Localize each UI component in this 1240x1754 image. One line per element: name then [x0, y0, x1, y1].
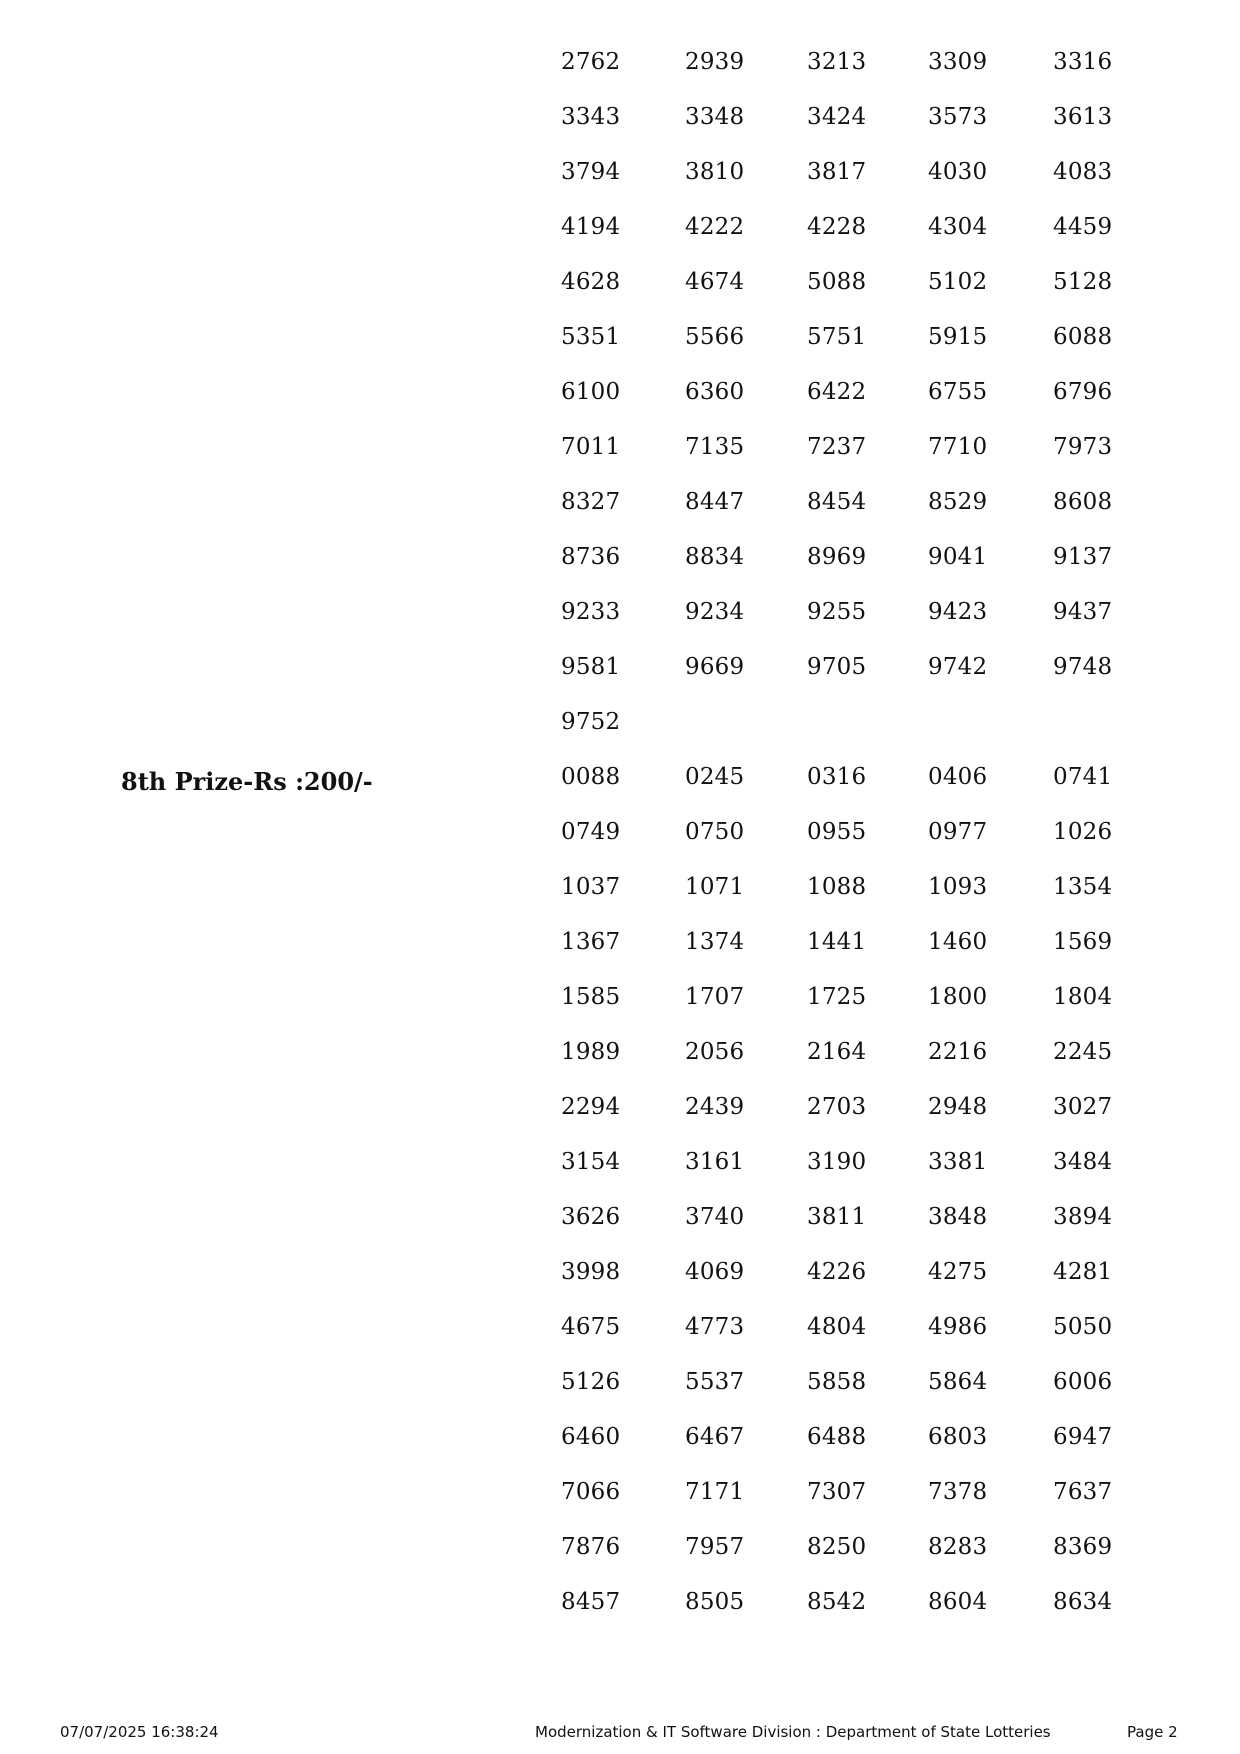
eighth-prize-number: 0977	[928, 819, 988, 845]
eighth-prize-number: 2245	[1053, 1039, 1113, 1065]
eighth-prize-number: 7876	[561, 1534, 621, 1560]
continued-prize-number: 9705	[807, 654, 867, 680]
eighth-prize-number: 4281	[1053, 1259, 1113, 1285]
eighth-prize-number: 8634	[1053, 1589, 1113, 1615]
eighth-prize-number: 8505	[685, 1589, 745, 1615]
continued-prize-number: 3613	[1053, 104, 1113, 130]
continued-prize-number: 5128	[1053, 269, 1113, 295]
continued-prize-number: 8736	[561, 544, 621, 570]
eighth-prize-number: 0245	[685, 764, 745, 790]
eighth-prize-number: 1037	[561, 874, 621, 900]
eighth-prize-number: 1725	[807, 984, 867, 1010]
eighth-prize-number: 1071	[685, 874, 745, 900]
eighth-prize-number: 4275	[928, 1259, 988, 1285]
eighth-prize-number: 6467	[685, 1424, 745, 1450]
eighth-prize-number: 1460	[928, 929, 988, 955]
eighth-prize-number: 8283	[928, 1534, 988, 1560]
continued-prize-number: 9233	[561, 599, 621, 625]
continued-prize-number: 3424	[807, 104, 867, 130]
eighth-prize-number: 3848	[928, 1204, 988, 1230]
eighth-prize-number: 1026	[1053, 819, 1113, 845]
eighth-prize-number: 3998	[561, 1259, 621, 1285]
eighth-prize-number: 6460	[561, 1424, 621, 1450]
eighth-prize-number: 1441	[807, 929, 867, 955]
continued-prize-number: 6422	[807, 379, 867, 405]
eighth-prize-number: 2294	[561, 1094, 621, 1120]
eighth-prize-number: 5537	[685, 1369, 745, 1395]
eighth-prize-number: 1093	[928, 874, 988, 900]
eighth-prize-number: 8250	[807, 1534, 867, 1560]
eighth-prize-number: 3027	[1053, 1094, 1113, 1120]
continued-prize-number: 6088	[1053, 324, 1113, 350]
eighth-prize-number: 2216	[928, 1039, 988, 1065]
continued-prize-number: 6360	[685, 379, 745, 405]
continued-prize-number: 4083	[1053, 159, 1113, 185]
continued-prize-number: 9234	[685, 599, 745, 625]
eighth-prize-number: 1800	[928, 984, 988, 1010]
continued-prize-number: 3348	[685, 104, 745, 130]
footer-timestamp: 07/07/2025 16:38:24	[60, 1723, 219, 1741]
eighth-prize-number: 1585	[561, 984, 621, 1010]
continued-prize-number: 8608	[1053, 489, 1113, 515]
eighth-prize-number: 0316	[807, 764, 867, 790]
eighth-prize-number: 5126	[561, 1369, 621, 1395]
continued-prize-number: 4459	[1053, 214, 1113, 240]
eighth-prize-number: 3154	[561, 1149, 621, 1175]
eighth-prize-number: 1707	[685, 984, 745, 1010]
eighth-prize-number: 1569	[1053, 929, 1113, 955]
continued-prize-number: 6796	[1053, 379, 1113, 405]
continued-prize-number: 9137	[1053, 544, 1113, 570]
continued-prize-number: 4030	[928, 159, 988, 185]
continued-prize-number: 8529	[928, 489, 988, 515]
eighth-prize-number: 0406	[928, 764, 988, 790]
continued-prize-number: 9255	[807, 599, 867, 625]
eighth-prize-number: 1989	[561, 1039, 621, 1065]
eighth-prize-number: 5858	[807, 1369, 867, 1395]
continued-prize-number: 4194	[561, 214, 621, 240]
eighth-prize-number: 4804	[807, 1314, 867, 1340]
continued-prize-number: 8327	[561, 489, 621, 515]
eighth-prize-number: 4069	[685, 1259, 745, 1285]
eighth-prize-number: 0750	[685, 819, 745, 845]
eighth-prize-number: 7378	[928, 1479, 988, 1505]
eighth-prize-number: 6947	[1053, 1424, 1113, 1450]
eighth-prize-number: 1088	[807, 874, 867, 900]
footer-division: Modernization & IT Software Division : Department of State Lotteries	[535, 1723, 1051, 1741]
eighth-prize-number: 6006	[1053, 1369, 1113, 1395]
eighth-prize-number: 0741	[1053, 764, 1113, 790]
eighth-prize-number: 3740	[685, 1204, 745, 1230]
continued-prize-number: 5751	[807, 324, 867, 350]
continued-prize-number: 2939	[685, 49, 745, 75]
eighth-prize-number: 3484	[1053, 1149, 1113, 1175]
eighth-prize-number: 5864	[928, 1369, 988, 1395]
eighth-prize-number: 2164	[807, 1039, 867, 1065]
eighth-prize-number: 1374	[685, 929, 745, 955]
continued-prize-number: 9669	[685, 654, 745, 680]
continued-prize-number: 4228	[807, 214, 867, 240]
eighth-prize-number: 1804	[1053, 984, 1113, 1010]
eighth-prize-number: 0955	[807, 819, 867, 845]
eighth-prize-number: 2056	[685, 1039, 745, 1065]
continued-prize-number: 5088	[807, 269, 867, 295]
continued-prize-number: 3817	[807, 159, 867, 185]
eighth-prize-number: 3190	[807, 1149, 867, 1175]
eighth-prize-number: 8542	[807, 1589, 867, 1615]
continued-prize-number: 9041	[928, 544, 988, 570]
eighth-prize-number: 3811	[807, 1204, 867, 1230]
eighth-prize-number: 2439	[685, 1094, 745, 1120]
continued-prize-number: 5351	[561, 324, 621, 350]
continued-prize-number: 8447	[685, 489, 745, 515]
continued-prize-number: 9423	[928, 599, 988, 625]
eighth-prize-label: 8th Prize-Rs :200/-	[121, 767, 373, 796]
continued-prize-number: 6100	[561, 379, 621, 405]
continued-prize-number: 4304	[928, 214, 988, 240]
continued-prize-number: 3794	[561, 159, 621, 185]
eighth-prize-number: 7171	[685, 1479, 745, 1505]
eighth-prize-number: 7637	[1053, 1479, 1113, 1505]
continued-prize-number: 5102	[928, 269, 988, 295]
continued-prize-number: 4628	[561, 269, 621, 295]
continued-prize-number: 9742	[928, 654, 988, 680]
eighth-prize-number: 4986	[928, 1314, 988, 1340]
continued-prize-number: 7973	[1053, 434, 1113, 460]
continued-prize-number: 4222	[685, 214, 745, 240]
eighth-prize-number: 3161	[685, 1149, 745, 1175]
continued-prize-number: 3213	[807, 49, 867, 75]
eighth-prize-number: 3626	[561, 1204, 621, 1230]
eighth-prize-number: 0088	[561, 764, 621, 790]
eighth-prize-number: 8604	[928, 1589, 988, 1615]
continued-prize-number: 3316	[1053, 49, 1113, 75]
eighth-prize-number: 4773	[685, 1314, 745, 1340]
continued-prize-number: 8834	[685, 544, 745, 570]
continued-prize-number: 3343	[561, 104, 621, 130]
eighth-prize-number: 6488	[807, 1424, 867, 1450]
continued-prize-number: 7710	[928, 434, 988, 460]
continued-prize-number: 8454	[807, 489, 867, 515]
eighth-prize-number: 8457	[561, 1589, 621, 1615]
continued-prize-number: 2762	[561, 49, 621, 75]
eighth-prize-number: 0749	[561, 819, 621, 845]
eighth-prize-number: 7957	[685, 1534, 745, 1560]
eighth-prize-number: 7066	[561, 1479, 621, 1505]
continued-prize-number: 7237	[807, 434, 867, 460]
continued-prize-number: 9748	[1053, 654, 1113, 680]
eighth-prize-number: 1367	[561, 929, 621, 955]
continued-prize-number: 6755	[928, 379, 988, 405]
eighth-prize-number: 8369	[1053, 1534, 1113, 1560]
continued-prize-number: 3573	[928, 104, 988, 130]
eighth-prize-number: 3381	[928, 1149, 988, 1175]
eighth-prize-number: 6803	[928, 1424, 988, 1450]
footer-page-number: Page 2	[1127, 1723, 1178, 1741]
continued-prize-number: 9752	[561, 709, 621, 735]
continued-prize-number: 8969	[807, 544, 867, 570]
continued-prize-number: 5915	[928, 324, 988, 350]
eighth-prize-number: 2703	[807, 1094, 867, 1120]
eighth-prize-number: 4675	[561, 1314, 621, 1340]
continued-prize-number: 7011	[561, 434, 621, 460]
continued-prize-number: 9437	[1053, 599, 1113, 625]
continued-prize-number: 3810	[685, 159, 745, 185]
continued-prize-number: 7135	[685, 434, 745, 460]
continued-prize-number: 3309	[928, 49, 988, 75]
continued-prize-number: 9581	[561, 654, 621, 680]
eighth-prize-number: 4226	[807, 1259, 867, 1285]
eighth-prize-number: 2948	[928, 1094, 988, 1120]
eighth-prize-number: 1354	[1053, 874, 1113, 900]
eighth-prize-number: 5050	[1053, 1314, 1113, 1340]
eighth-prize-number: 7307	[807, 1479, 867, 1505]
eighth-prize-number: 3894	[1053, 1204, 1113, 1230]
continued-prize-number: 5566	[685, 324, 745, 350]
continued-prize-number: 4674	[685, 269, 745, 295]
